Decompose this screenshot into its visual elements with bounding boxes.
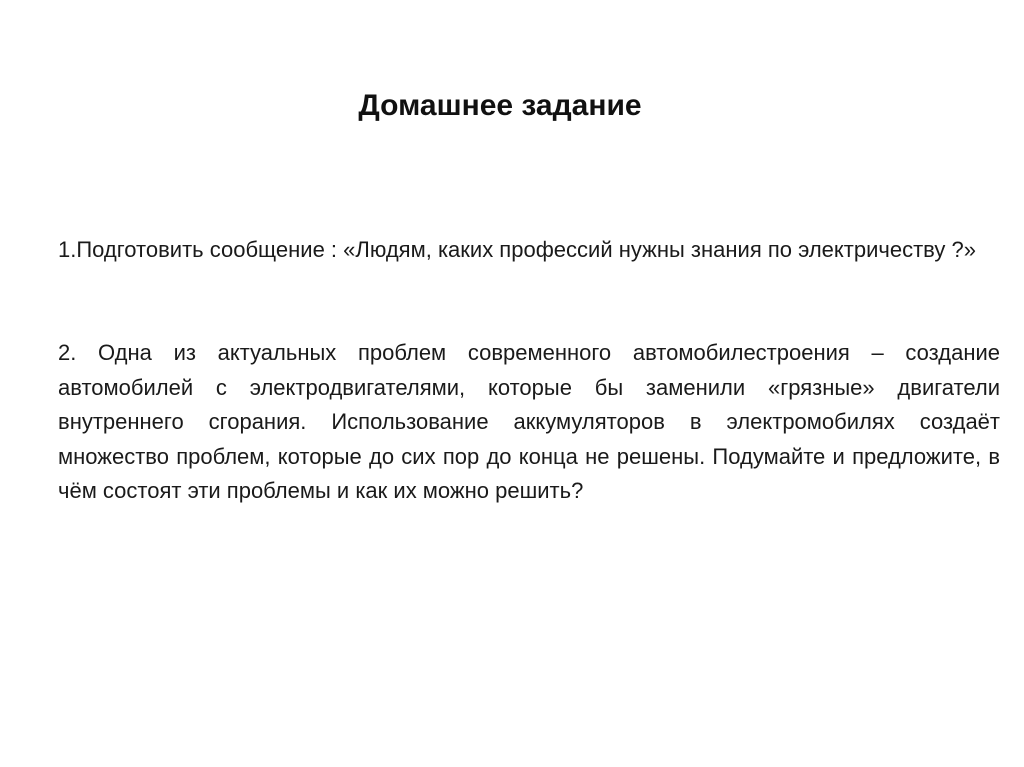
homework-item-2: 2. Одна из актуальных проблем современного автомобилестроения – создание автомобилей с электродвигателями, которые бы заменили «грязные» двигатели внутреннего сгорания. Использование аккумуляторов в электромобилях создаёт множество проблем, которые до сих пор до конца не решены. Подумайте и предложите, в чём состоят эти проблемы и как их можно решить? [58,340,1000,503]
slide-title: Домашнее задание [358,89,642,122]
homework-item-1: 1.Подготовить сообщение : «Людям, каких профессий нужны знания по электричеству ?» [58,237,976,262]
